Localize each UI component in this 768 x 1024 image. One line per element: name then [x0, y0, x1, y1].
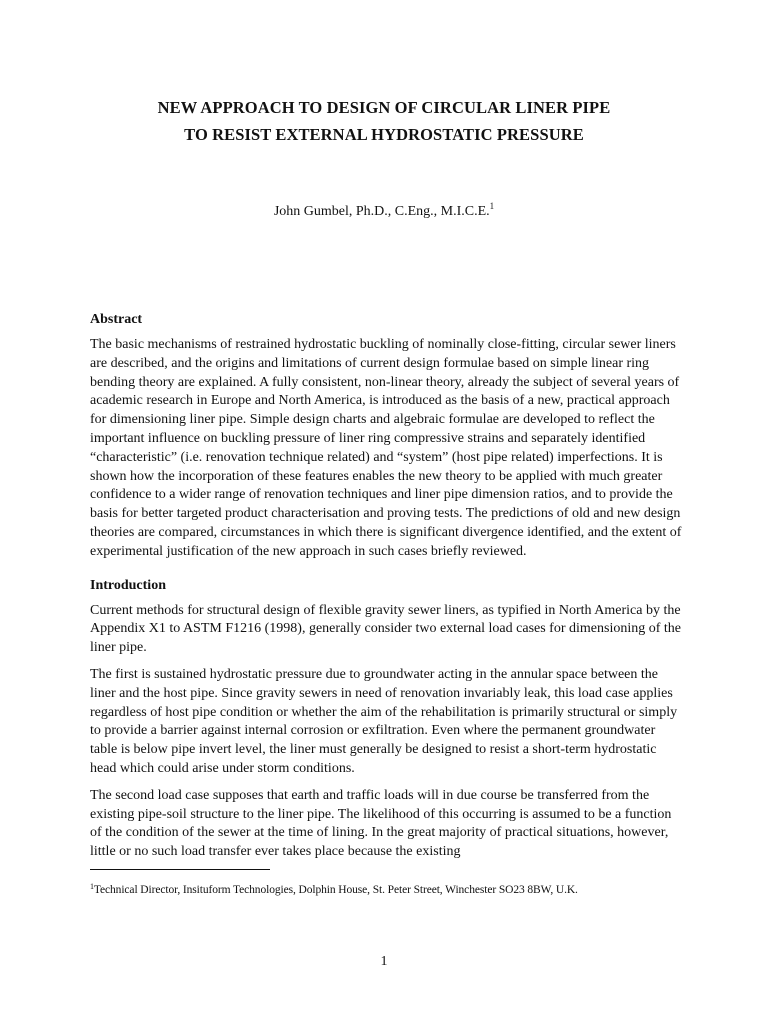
author-name: John Gumbel, Ph.D., C.Eng., M.I.C.E. [273, 204, 490, 219]
paper-title [90, 94, 678, 148]
abstract-paragraph: The basic mechanisms of restrained hydrostatic buckling of nominally close-fitting, circular sewer liners are described, and the origins and limitations of current design formulae based on simple linear ring bending theory are explained. A fully consistent, non-linear theory, already the subject of several years of academic research in Europe and North America, is introduced as the basis of a new, practical approach for dimensioning liner pipe. Simple design charts and algebraic formulae are developed to reflect the important influence on buckling pressure of liner ring compressive strains and separately identified “characteristic” (i.e. renovation technique related) and “system” (host pipe related) imperfections. It is shown how the incorporation of these features enables the new theory to be applied with much greater confidence to a wider range of renovation techniques and liner pipe dimension ratios, and to provide the basis for better targeted product characterisation and proving tests. The predictions of old and new design theories are compared, circumstances in which there is significant divergence identified, and the extent of experimental justification of the new approach in such cases briefly reviewed. [90, 337, 682, 559]
author-line [90, 203, 678, 221]
abstract-heading: Abstract [90, 312, 143, 327]
introduction-heading: Introduction [90, 577, 166, 593]
page-number: 1 [380, 954, 388, 969]
body-content [90, 310, 682, 870]
footnote-mark: 1 [90, 882, 94, 891]
introduction-paragraph-1: Current methods for structural design of flexible gravity sewer liners, as typified in North America by the Appendix X1 to ASTM F1216 (1998), generally consider two external load cases for dimensioning of the liner pipe. [90, 602, 681, 656]
author-footnote-mark: 1 [489, 201, 495, 211]
footnote [90, 882, 690, 898]
footnote-divider [90, 869, 270, 870]
introduction-paragraph-2: The first is sustained hydrostatic pressure due to groundwater acting in the annular space between the liner and the host pipe. Since gravity sewers in need of renovation invariably leak, this load case applies regardless of host pipe condition or whether the aim of the rehabilitation is primarily structural or simply to provide a barrier against internal corrosion or exfiltration. Even where the permanent groundwater table is below pipe invert level, the liner must generally be designed to resist a short-term hydrostatic head which could arise under storm conditions. [90, 666, 678, 776]
footnote-text: Technical Director, Insituform Technologies, Dolphin House, St. Peter Street, Winchester SO23 8BW, U.K. [93, 884, 578, 896]
paper-title-line-1: NEW APPROACH TO DESIGN OF CIRCULAR LINER PIPE [157, 98, 611, 117]
introduction-paragraph-3: The second load case supposes that earth and traffic loads will in due course be transferred from the existing pipe-soil structure to the liner pipe. The likelihood of this occurring is assumed to be a function of the condition of the sewer at the time of lining. In the great majority of practical situations, however, little or no such load transfer ever takes place because the existing [90, 787, 672, 860]
paper-title-line-2: TO RESIST EXTERNAL HYDROSTATIC PRESSURE [184, 125, 584, 144]
